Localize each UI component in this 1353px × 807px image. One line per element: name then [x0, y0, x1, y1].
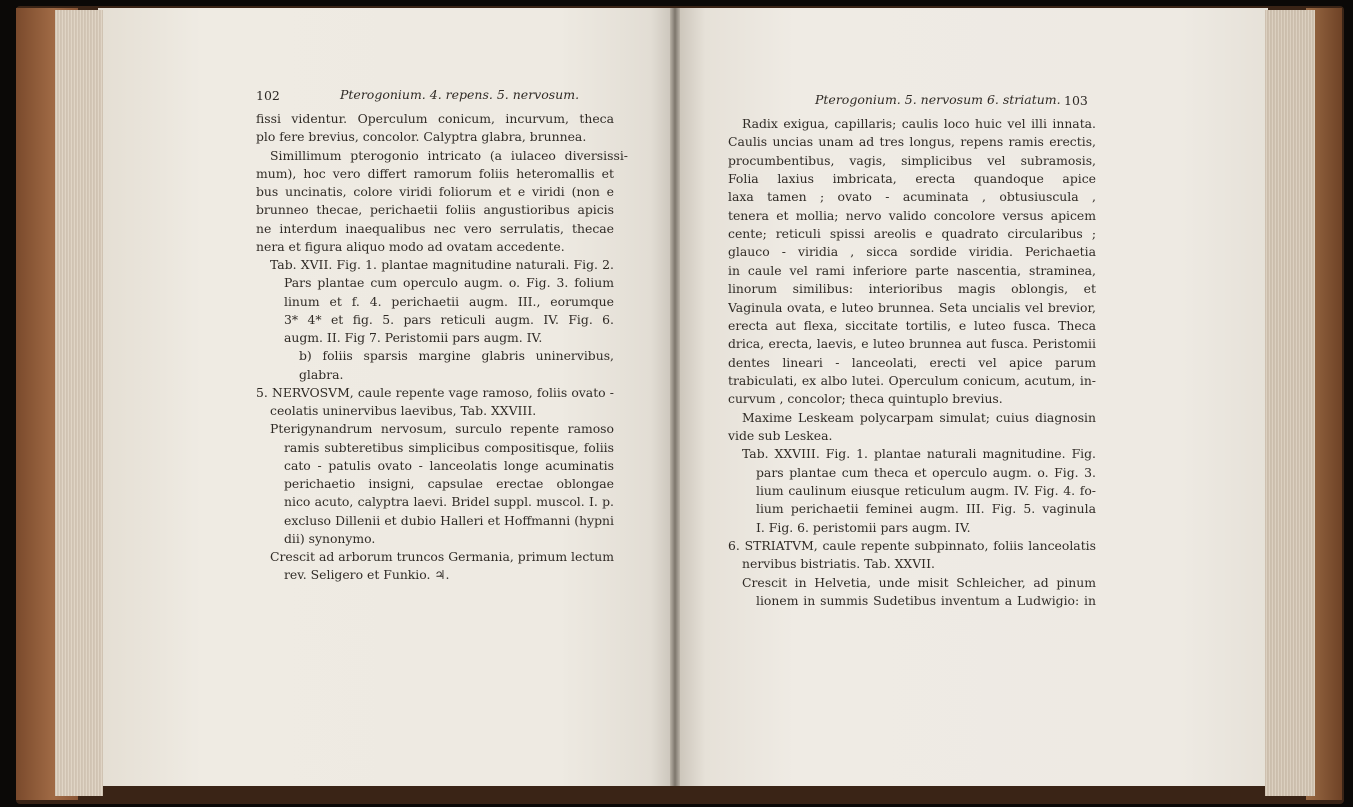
right-text-line: 6. STRIATVM, caule repente subpinnato, foliis lanceolatis [728, 538, 1096, 554]
left-text-line: 3* 4* et fig. 5. pars reticuli augm. IV. Fig. 6. [284, 311, 614, 327]
right-text-line: curvum , concolor; theca quintuplo brevius. [728, 391, 1003, 407]
right-text-line: Tab. XXVIII. Fig. 1. plantae naturali magnitudine. Fig. [742, 446, 1096, 462]
left-text-line: cato - patulis ovato - lanceolatis longe acuminatis [284, 457, 614, 473]
left-text-line: fissi videntur. Operculum conicum, incurvum, theca [256, 111, 614, 126]
right-text-line: lium perichaetii feminei augm. III. Fig. 5. vaginula [756, 501, 1096, 517]
book-gutter [670, 8, 680, 786]
left-page-number: 102 [256, 88, 280, 103]
left-text-line: perichaetio insigni, capsulae erectae oblongae [284, 476, 614, 491]
right-text-line: Maxime Leskeam polycarpam simulat; cuius diagnosin [742, 409, 1096, 425]
left-text-line: augm. II. Fig 7. Peristomii pars augm. IV. [284, 330, 543, 345]
right-page-edges [1265, 10, 1315, 796]
right-text-line: nervibus bistriatis. Tab. XXVII. [742, 556, 935, 572]
left-text-line: plo fere brevius, concolor. Calyptra glabra, brunnea. [256, 129, 587, 145]
left-text-line: 5. NERVOSVM, caule repente vage ramoso, foliis ovato - [256, 384, 614, 400]
left-text-line: dii) synonymo. [284, 530, 376, 546]
left-text-line: Pterigynandrum nervosum, surculo repente ramoso [270, 421, 614, 437]
right-text-line: dentes lineari - lanceolati, erecti vel apice parum [728, 354, 1096, 370]
right-text-line: glauco - viridia , sicca sordide viridia. Perichaetia [728, 244, 1096, 260]
right-text-line: vide sub Leskea. [728, 427, 833, 443]
left-running-head: Pterogonium. 4. repens. 5. nervosum. [340, 87, 580, 102]
right-text-line: Radix exigua, capillaris; caulis loco huic vel illi innata. [742, 116, 1096, 131]
left-text-line: ramis subteretibus simplicibus compositisque, foliis [284, 439, 614, 455]
left-text-line: ne interdum inaequalibus nec vero serrulatis, thecae [256, 220, 614, 236]
right-text-line: Crescit in Helvetia, unde misit Schleicher, ad pinum [742, 574, 1096, 590]
right-page-number: 103 [1064, 93, 1088, 108]
right-text-line: trabiculati, ex albo lutei. Operculum conicum, acutum, in- [728, 372, 1096, 388]
right-text-line: tenera et mollia; nervo valido concolore versus apicem [728, 207, 1096, 223]
left-text-line: b) foliis sparsis margine glabris uninervibus, [299, 348, 614, 364]
left-text-line: Pars plantae cum operculo augm. o. Fig. 3. folium [284, 275, 614, 291]
right-text-line: in caule vel rami inferiore parte nascentia, straminea, [728, 262, 1096, 278]
right-text-line: laxa tamen ; ovato - acuminata , obtusiuscula , [728, 189, 1096, 205]
right-text-line: Folia laxius imbricata, erecta quandoque apice [728, 171, 1096, 187]
left-text-line: nera et figura aliquo modo ad ovatam accedente. [256, 238, 565, 254]
right-text-line: cente; reticuli spissi areolis e quadrato circularibus ; [728, 226, 1096, 242]
right-text-line: I. Fig. 6. peristomii pars augm. IV. [756, 519, 971, 535]
right-text-line: lionem in summis Sudetibus inventum a Ludwigio: in [756, 593, 1096, 609]
left-text-line: Simillimum pterogonio intricato (a iulaceo diversissi- [270, 147, 628, 163]
right-text-line: Vaginula ovata, e luteo brunnea. Seta uncialis vel brevior, [728, 299, 1096, 315]
right-text-line: procumbentibus, vagis, simplicibus vel subramosis, [728, 152, 1096, 168]
left-text-line: Tab. XVII. Fig. 1. plantae magnitudine naturali. Fig. 2. [270, 257, 614, 272]
right-text-line: erecta aut flexa, siccitate tortilis, e luteo fusca. Theca [728, 317, 1096, 333]
left-text-line: glabra. [299, 366, 344, 382]
right-text-line: Caulis uncias unam ad tres longus, repens ramis erectis, [728, 134, 1096, 150]
left-text-line: ceolatis uninervibus laevibus, Tab. XXVIII. [270, 403, 537, 418]
left-text-line: Crescit ad arborum truncos Germania, primum lectum [270, 549, 614, 564]
left-page-edges [55, 10, 103, 796]
left-text-line: bus uncinatis, colore viridi foliorum et e viridi (non e [256, 184, 614, 199]
right-running-head: Pterogonium. 5. nervosum 6. striatum. [815, 92, 1061, 107]
left-text-line: excluso Dillenii et dubio Halleri et Hoffmanni (hypni [284, 512, 614, 528]
right-text-line: lium caulinum eiusque reticulum augm. IV. Fig. 4. fo- [756, 483, 1096, 498]
left-text-line: mum), hoc vero differt ramorum foliis heteromallis et [256, 165, 614, 181]
right-text-line: linorum similibus: interioribus magis oblongis, et [728, 281, 1096, 297]
left-text-line: rev. Seligero et Funkio. ♃. [284, 567, 450, 583]
right-text-line: pars plantae cum theca et operculo augm. o. Fig. 3. [756, 464, 1096, 480]
left-text-line: linum et f. 4. perichaetii augm. III., eorumque [284, 293, 614, 309]
right-text-line: drica, erecta, laevis, e luteo brunnea aut fusca. Peristomii [728, 336, 1096, 352]
left-text-line: brunneo thecae, perichaetii foliis angustioribus apicis [256, 202, 614, 218]
left-text-line: nico acuto, calyptra laevi. Bridel suppl. muscol. I. p. [284, 494, 614, 510]
